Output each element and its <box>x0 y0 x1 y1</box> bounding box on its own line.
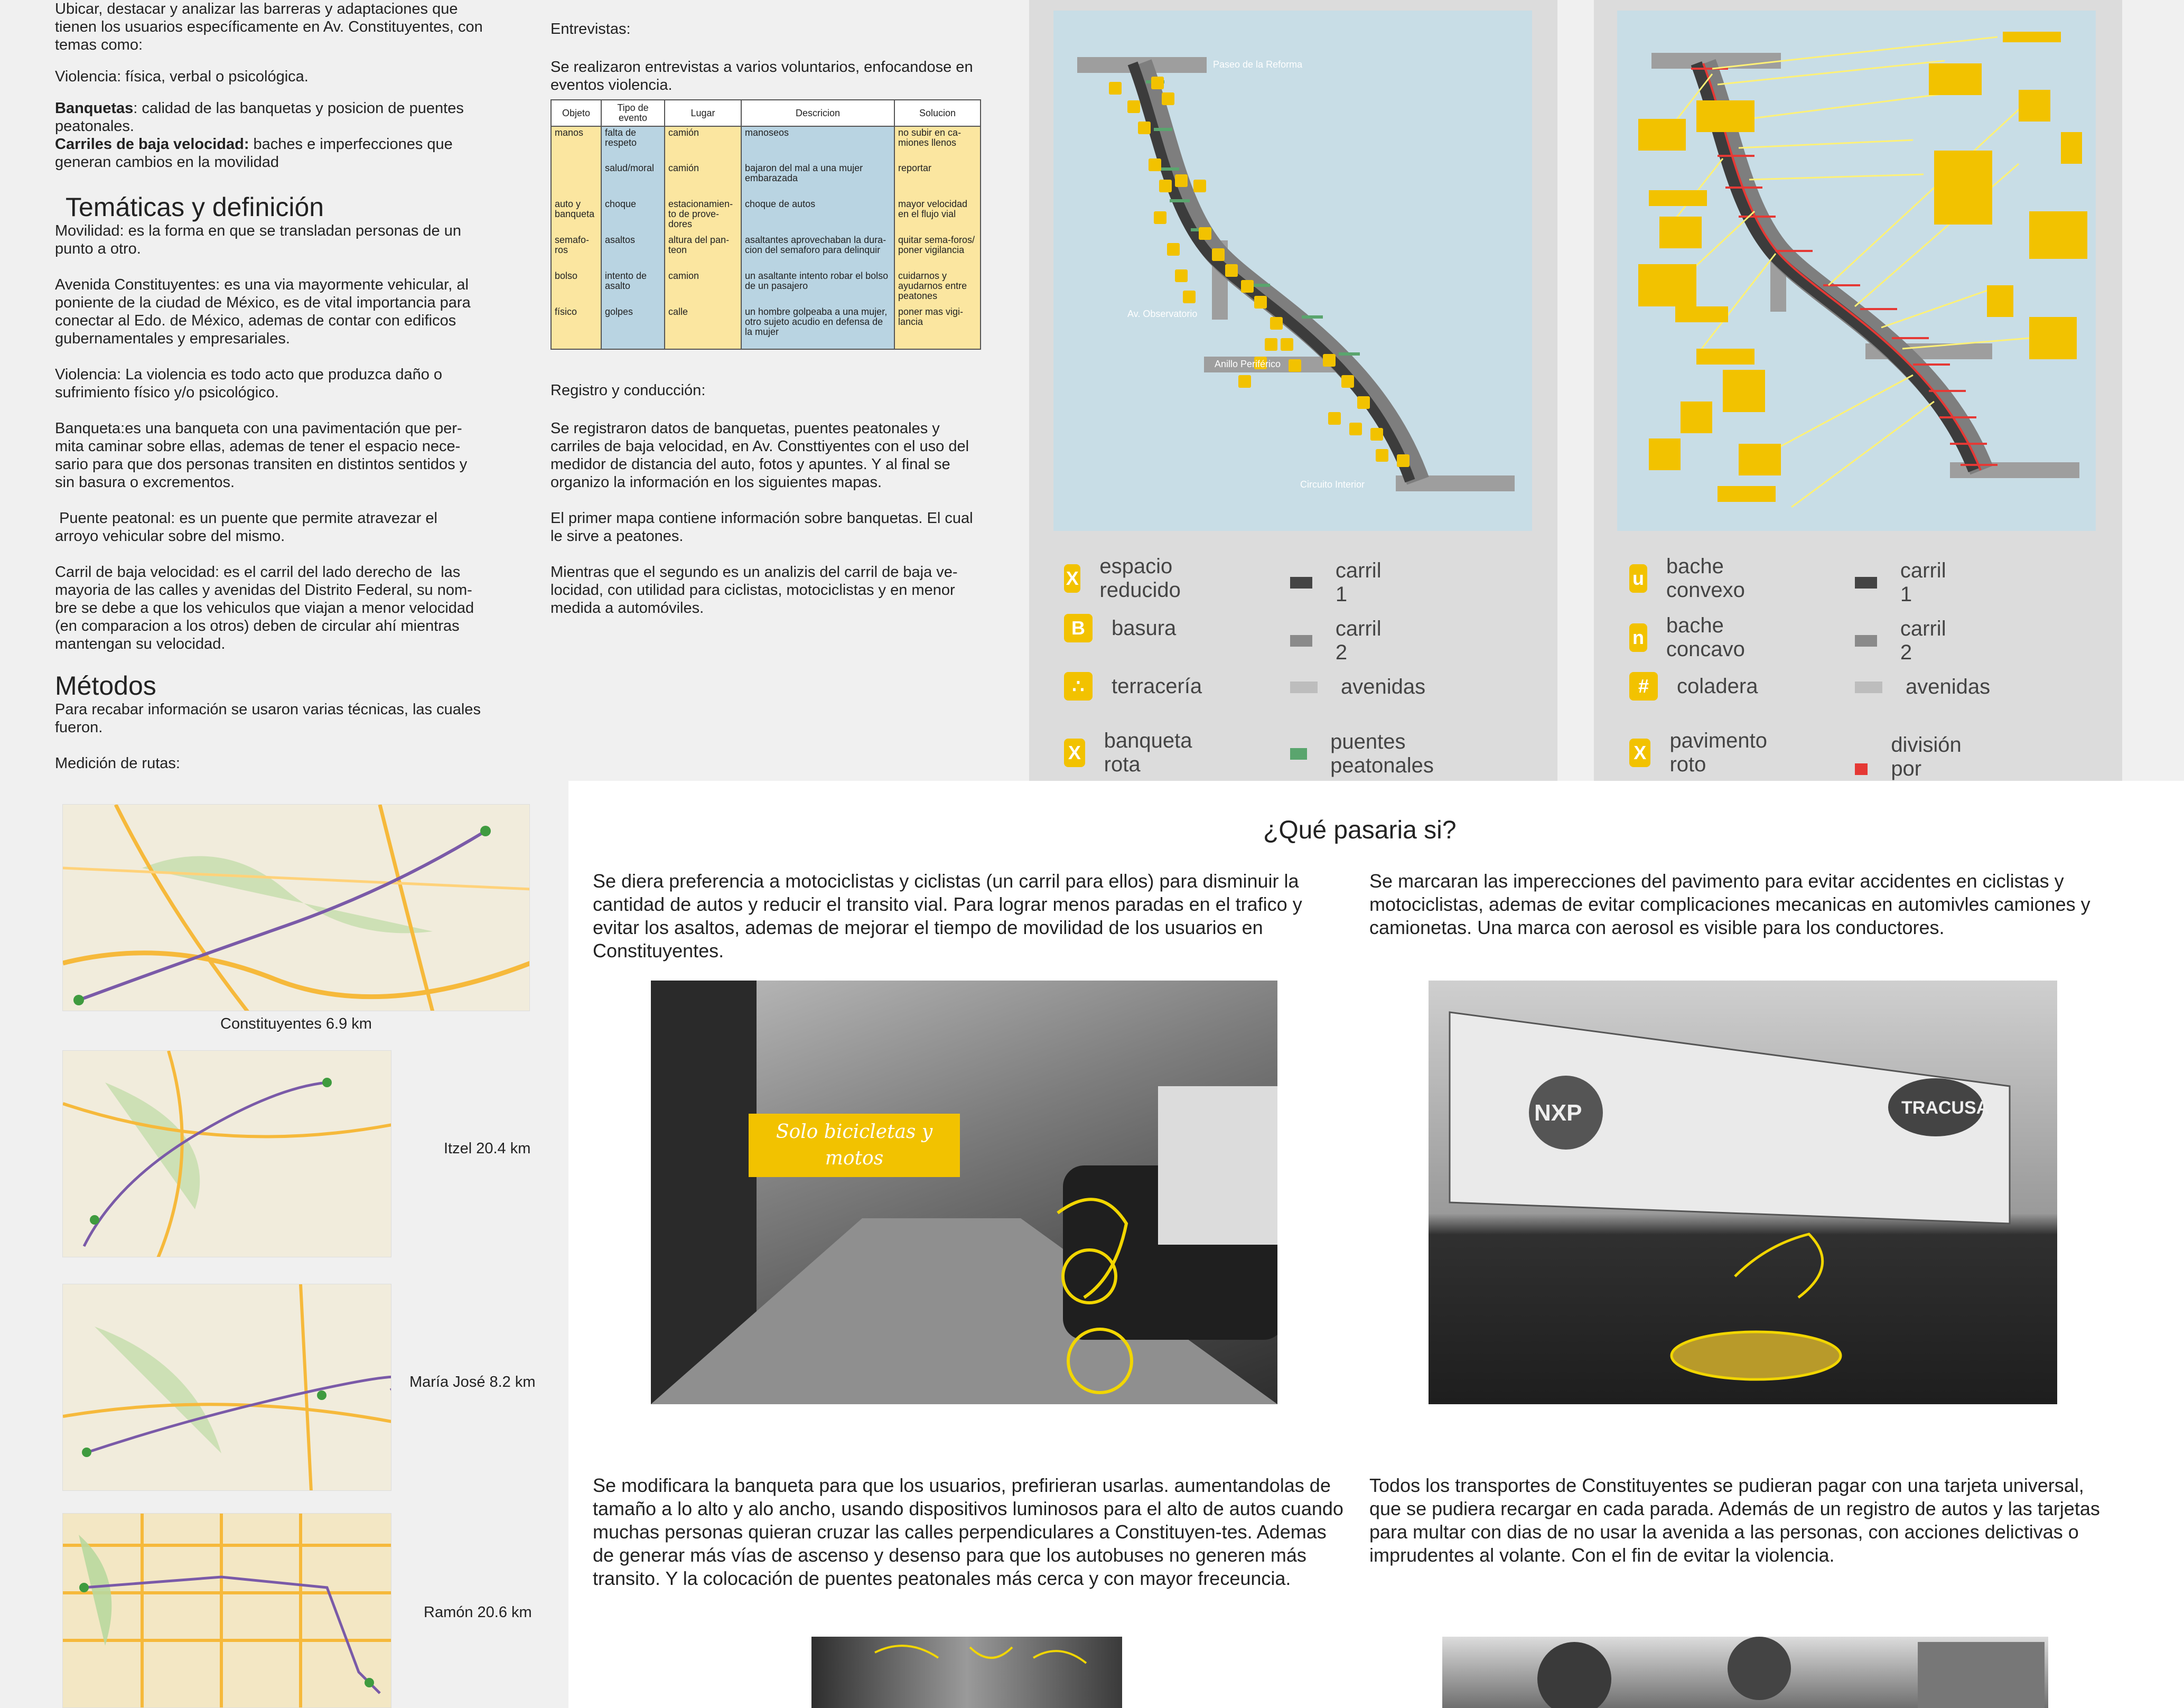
intro-banquetas: Banquetas: calidad de las banquetas y posicion de puentes peatonales. <box>55 100 464 135</box>
map-panel-carril <box>1594 0 2122 781</box>
scenario-3-text: Se modificara la banqueta para que los usuarios, prefirieran usarlas. aumentandolas de tamaño a lo alto y alo ancho, usando dispositivos luminosos para el alto de autos cuando muchas personas quieran cruzar las calles perpendiculares a Constituyen-tes. Ademas de generar más vías de ascenso y desenso para que los autobuses no generen más transito. Y la colocación de puentes peatonales más cerca y con mayor freceuncia. <box>593 1474 1343 1589</box>
scenario-1-text: Se diera preferencia a motociclistas y ciclistas (un carril para ellos) para disminuir la cantidad de autos y reducir el transito vial. Para lograr menos paradas en el trafico y evitar los asaltos, ademas de mejorar el tiempo de movilidad de los usuarios en Constituyentes. <box>593 870 1302 962</box>
legend-item: B basura <box>1064 614 1176 642</box>
entrevistas-title: Entrevistas: <box>550 21 631 38</box>
table-cell: intento de asalto <box>601 270 665 306</box>
photo-truck <box>1429 981 2057 1404</box>
legend-item: división por <box>1855 733 1976 805</box>
truck-logo-1: NXP <box>1534 1100 1582 1126</box>
table-cell: físico <box>551 306 601 349</box>
bache-convexo-icon: u <box>1629 564 1647 593</box>
table-cell: camión <box>665 162 741 198</box>
route-caption-1: Constituyentes 6.9 km <box>220 1015 372 1032</box>
legend-item: X espacio reducido <box>1064 555 1192 602</box>
table-cell: camion <box>665 270 741 306</box>
tematicas-heading: Temáticas y definición <box>66 192 324 222</box>
table-cell: manoseos <box>741 126 894 162</box>
table-header: Tipo de evento <box>601 100 665 126</box>
entrevistas-text: Se realizaron entrevistas a varios voluntarios, enfocandose en eventos violencia. <box>550 59 973 94</box>
truck-logo-2: TRACUSA <box>1901 1098 1990 1118</box>
table-cell: choque de autos <box>741 198 894 234</box>
photo-street <box>1442 1637 2048 1708</box>
table-cell: poner mas vigi-lancia <box>894 306 981 349</box>
carril1-swatch <box>1290 577 1312 589</box>
route-map-ramon <box>62 1513 391 1708</box>
basura-icon: B <box>1064 614 1093 642</box>
banqueta-rota-icon: X <box>1064 739 1085 767</box>
bache-concavo-icon: n <box>1629 623 1647 652</box>
table-row <box>551 306 981 349</box>
entrevistas-table <box>550 99 981 350</box>
table-cell: golpes <box>601 306 665 349</box>
legend-item: carril 2 <box>1290 617 1387 665</box>
photo-sidewalk <box>811 1637 1122 1708</box>
division-swatch <box>1855 763 1868 775</box>
registro-p3: Mientras que el segundo es un analizis del carril de baja ve-locidad, con utilidad para ciclistas, motociclistas y en menor medida a automóviles. <box>550 564 958 617</box>
table-cell: bajaron del mal a una mujer embarazada <box>741 162 894 198</box>
table-cell: cuidarnos y ayudarnos entre peatones <box>894 270 981 306</box>
legend-item: ∴ terracería <box>1064 672 1202 701</box>
photo-bike-lane <box>651 981 1277 1404</box>
table-header: Objeto <box>551 100 601 126</box>
legend-item: carril 1 <box>1290 559 1387 606</box>
route-caption-4: Ramón 20.6 km <box>424 1604 532 1621</box>
coladera-icon: # <box>1629 672 1658 701</box>
route-map-maria-jose <box>62 1284 391 1491</box>
street-label: Circuito Interior <box>1300 479 1365 490</box>
scenario-4-text: Todos los transportes de Constituyentes se pudieran pagar con una tarjeta universal, que se pudiera recargar en cada parada. Además de un registro de autos y las tarjetas para multar con dias de no usar la avenida a las personas, con acciones delictivas o imprudentes al volante. Con el fin de evitar la violencia. <box>1369 1474 2100 1566</box>
map-drawing <box>1617 11 2096 531</box>
table-row <box>551 198 981 234</box>
registro-p2: El primer mapa contiene información sobre banquetas. El cual le sirve a peatones. <box>550 510 973 545</box>
table-cell: estacionamien-to de prove-dores <box>665 198 741 234</box>
column-left <box>55 0 487 790</box>
route-caption-2: Itzel 20.4 km <box>444 1140 531 1157</box>
table-cell: reportar <box>894 162 981 198</box>
table-cell: choque <box>601 198 665 234</box>
street-label: Paseo de la Reforma <box>1213 59 1303 70</box>
tematicas-p2: Avenida Constituyentes: es una via mayormente vehicular, al poniente de la ciudad de México, es de vital importancia para conectar al Edo. de México, ademas de contar con edificos gubernamentales y empresariales. <box>55 276 475 347</box>
terraceria-icon: ∴ <box>1064 672 1093 701</box>
table-cell: salud/moral <box>601 162 665 198</box>
legend-item: # coladera <box>1629 672 1758 701</box>
espacio-reducido-icon: X <box>1064 564 1080 593</box>
photo-drawing <box>811 1637 1122 1708</box>
table-cell: auto y banqueta <box>551 198 601 234</box>
carril2-swatch <box>1855 635 1877 647</box>
map-banquetas <box>1053 11 1532 531</box>
table-cell: asaltos <box>601 234 665 270</box>
metodos-p1: Para recabar información se usaron varias técnicas, las cuales fueron. <box>55 701 486 736</box>
table-cell <box>551 162 601 198</box>
route-map-drawing <box>63 1051 391 1257</box>
route-map-drawing <box>63 805 530 1011</box>
table-cell: bolso <box>551 270 601 306</box>
map-panel-banquetas <box>1029 0 1557 787</box>
legend-item: X banqueta rota <box>1064 729 1200 777</box>
table-cell: manos <box>551 126 601 162</box>
route-map-drawing <box>63 1514 391 1708</box>
puentes-swatch <box>1290 748 1307 760</box>
table-cell: mayor velocidad en el flujo vial <box>894 198 981 234</box>
photo-drawing <box>1442 1637 2048 1708</box>
table-row <box>551 162 981 198</box>
intro-violencia: Violencia: física, verbal o psicológica. <box>55 68 309 85</box>
tematicas-p1: Movilidad: es la forma en que se transladan personas de un punto a otro. <box>55 222 466 257</box>
map-carril <box>1617 11 2096 531</box>
table-cell: quitar sema-foros/ poner vigilancia <box>894 234 981 270</box>
table-row <box>551 270 981 306</box>
table-header: Solucion <box>894 100 981 126</box>
legend-item: X pavimento roto <box>1629 729 1775 777</box>
table-cell: no subir en ca-miones llenos <box>894 126 981 162</box>
legend-item: carril 2 <box>1855 617 1952 665</box>
table-cell: asaltantes aprovechaban la dura-cion del semaforo para delinquir <box>741 234 894 270</box>
registro-p1: Se registraron datos de banquetas, puentes peatonales y carriles de baja velocidad, en Av. Consttiyentes con el uso del medidor de distancia del auto, fotos y apuntes. Y al final se organizo la información en los siguientes mapas. <box>550 420 969 491</box>
tematicas-p4: Banqueta:es una banqueta con una pavimentación que per-mita caminar sobre ellas, ademas de tener el espacio nece-sario para que dos personas transiten en distintos sentidos y sin basura o excrementos. <box>55 420 472 491</box>
table-header: Lugar <box>665 100 741 126</box>
que-pasaria-title: ¿Qué pasaria si? <box>1263 816 1457 844</box>
tematicas-p6: Carril de baja velocidad: es el carril del lado derecho de las mayoria de las calles y avenidas del Distrito Federal, su nom-bre se debe a que los vehiculos que viajan a menor velocidad (en comparacion a los otros) deben de circular ahí mientras mantengan su velocidad. <box>55 564 479 652</box>
table-cell: camión <box>665 126 741 162</box>
table-cell: un asaltante intento robar el bolso de un pasajero <box>741 270 894 306</box>
intro-text: Ubicar, destacar y analizar las barreras y adaptaciones que tienen los usuarios específicamente en Av. Constituyentes, con temas como: <box>55 1 487 53</box>
route-map-constituyentes <box>62 804 530 1011</box>
route-map-itzel <box>62 1050 391 1257</box>
map-drawing <box>1053 11 1532 531</box>
avenidas-swatch <box>1290 682 1318 693</box>
table-header-row <box>551 100 981 126</box>
table-cell: calle <box>665 306 741 349</box>
route-caption-3: María José 8.2 km <box>409 1374 536 1390</box>
scenario-2-text: Se marcaran las imperecciones del pavimento para evitar accidentes en ciclistas y motociclistas, ademas de evitar complicaciones mecanicas en automivles camiones y camionetas. Una marca con aerosol es visible para los conductores. <box>1369 870 2090 938</box>
table-cell: semafo-ros <box>551 234 601 270</box>
route-map-drawing <box>63 1284 391 1491</box>
photo-drawing <box>1429 981 2057 1404</box>
table-row <box>551 234 981 270</box>
column-middle <box>550 20 984 635</box>
metodos-p2: Medición de rutas: <box>55 755 180 772</box>
registro-title: Registro y conducción: <box>550 382 706 399</box>
table-cell: falta de respeto <box>601 126 665 162</box>
metodos-heading: Métodos <box>55 671 156 701</box>
bike-sign: Solo bicicletas y motos <box>749 1114 960 1177</box>
carril2-swatch <box>1290 635 1312 647</box>
que-pasaria-section <box>568 781 2184 1708</box>
tematicas-p3: Violencia: La violencia es todo acto que produzca daño o sufrimiento físico y/o psicológico. <box>55 366 447 401</box>
photo-drawing <box>651 981 1277 1404</box>
legend-item: n bache concavo <box>1629 614 1756 661</box>
legend-item: carril 1 <box>1855 559 1952 606</box>
table-row <box>551 126 981 162</box>
carril1-swatch <box>1855 577 1877 589</box>
tematicas-p5: Puente peatonal: es un puente que permite atravezar el arroyo vehicular sobre del mismo. <box>55 510 442 545</box>
table-header: Descricion <box>741 100 894 126</box>
intro-carriles: Carriles de baja velocidad: baches e imperfecciones que generan cambios en la movilidad <box>55 136 453 171</box>
avenidas-swatch <box>1855 682 1882 693</box>
legend-item: avenidas <box>1290 675 1425 699</box>
legend-item: avenidas <box>1855 675 1990 699</box>
street-label: Anillo Periférico <box>1215 359 1281 369</box>
table-cell: un hombre golpeaba a una mujer, otro sujeto acudio en defensa de la mujer <box>741 306 894 349</box>
street-label: Av. Observatorio <box>1127 309 1198 319</box>
legend-item: puentes peatonales <box>1290 730 1444 778</box>
table-cell: altura del pan-teon <box>665 234 741 270</box>
pavimento-roto-icon: X <box>1629 739 1650 767</box>
legend-item: u bache convexo <box>1629 555 1756 602</box>
